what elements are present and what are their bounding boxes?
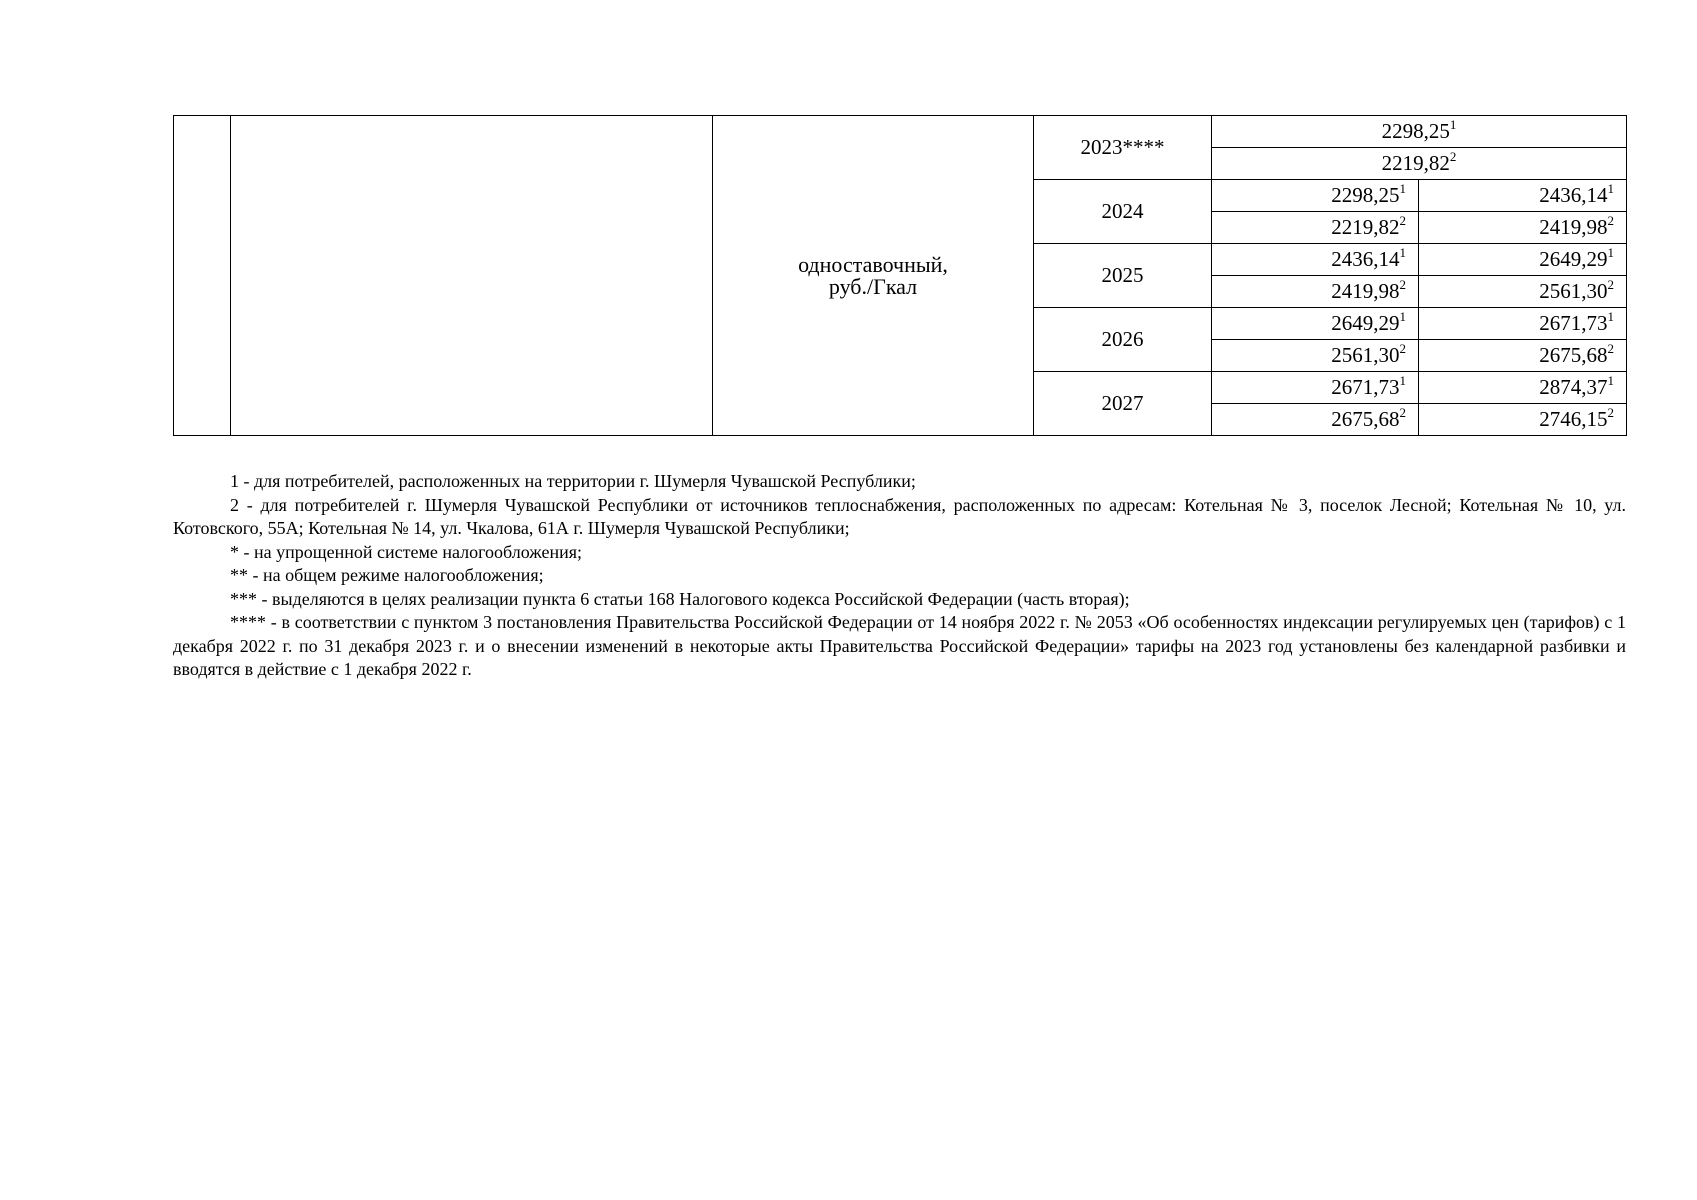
value-cell-second-half: 2419,98$^2$ <box>1419 212 1627 244</box>
value-cell-first-half: 2561,30$^2$ <box>1212 340 1419 372</box>
year-cell: 2027 <box>1034 372 1212 436</box>
value-cell-first-half: 2419,98$^2$ <box>1212 276 1419 308</box>
unit-line-2: руб./Гкал <box>828 273 918 299</box>
value-cell-second-half: 2746,15$^2$ <box>1419 404 1627 436</box>
footnote-2: 2 - для потребителей г. Шумерля Чувашской Республики от источников теплоснабжения, расположенных по адресам: Котельная № 3, поселок Лесной; Котельная № 10, ул. Котовского, 55А; Котельная № 14, ул. Чкалова, 61А г. Шумерля Чувашской Республики; <box>173 494 1626 538</box>
number-cell <box>174 116 231 436</box>
value-cell-second-half: 2649,29$^1$ <box>1419 244 1627 276</box>
value-cell-second-half: 2675,68$^2$ <box>1419 340 1627 372</box>
value-cell: 2219,82$^2$ <box>1212 148 1627 180</box>
value-cell-first-half: 2675,68$^2$ <box>1212 404 1419 436</box>
footnote-star-1: * - на упрощенной системе налогообложения; <box>230 541 583 562</box>
value-cell-first-half: 2649,29$^1$ <box>1212 308 1419 340</box>
year-cell: 2023**** <box>1034 116 1212 180</box>
value-cell-second-half: 2874,37$^1$ <box>1419 372 1627 404</box>
year-cell: 2024 <box>1034 180 1212 244</box>
year-cell: 2026 <box>1034 308 1212 372</box>
tariff-table <box>173 115 1627 436</box>
table-row <box>174 116 1627 148</box>
value-cell-first-half: 2298,25$^1$ <box>1212 180 1419 212</box>
value-cell-second-half: 2436,14$^1$ <box>1419 180 1627 212</box>
value-cell-first-half: 2436,14$^1$ <box>1212 244 1419 276</box>
footnotes <box>173 470 1626 682</box>
year-cell: 2025 <box>1034 244 1212 308</box>
value-cell: 2298,25$^1$ <box>1212 116 1627 148</box>
footnote-star-4: **** - в соответствии с пунктом 3 постановления Правительства Российской Федерации от 14 ноября 2022 г. № 2053 «Об особенностях индексации регулируемых цен (тарифов) с 1 декабря 2022 г. по 31 декабря 2023 г. и о внесении изменений в некоторые акты Правительства Российской Федерации» тарифы на 2023 год установлены без календарной разбивки и вводятся в действие с 1 декабря 2022 г. <box>173 612 1626 679</box>
footnote-star-2: ** - на общем режиме налогообложения; <box>230 565 544 585</box>
value-cell-first-half: 2671,73$^1$ <box>1212 372 1419 404</box>
value-cell-second-half: 2671,73$^1$ <box>1419 308 1627 340</box>
footnote-1: 1 - для потребителей, расположенных на территории г. Шумерля Чувашской Республики; <box>230 471 916 491</box>
organization-cell <box>231 116 713 436</box>
footnote-star-3: *** - выделяются в целях реализации пункта 6 статьи 168 Налогового кодекса Российской Федерации (часть вторая); <box>230 588 1130 609</box>
value-cell-first-half: 2219,82$^2$ <box>1212 212 1419 244</box>
unit-line-1: одноставочный, <box>798 251 948 277</box>
tariff-unit-cell <box>713 116 1034 436</box>
value-cell-second-half: 2561,30$^2$ <box>1419 276 1627 308</box>
